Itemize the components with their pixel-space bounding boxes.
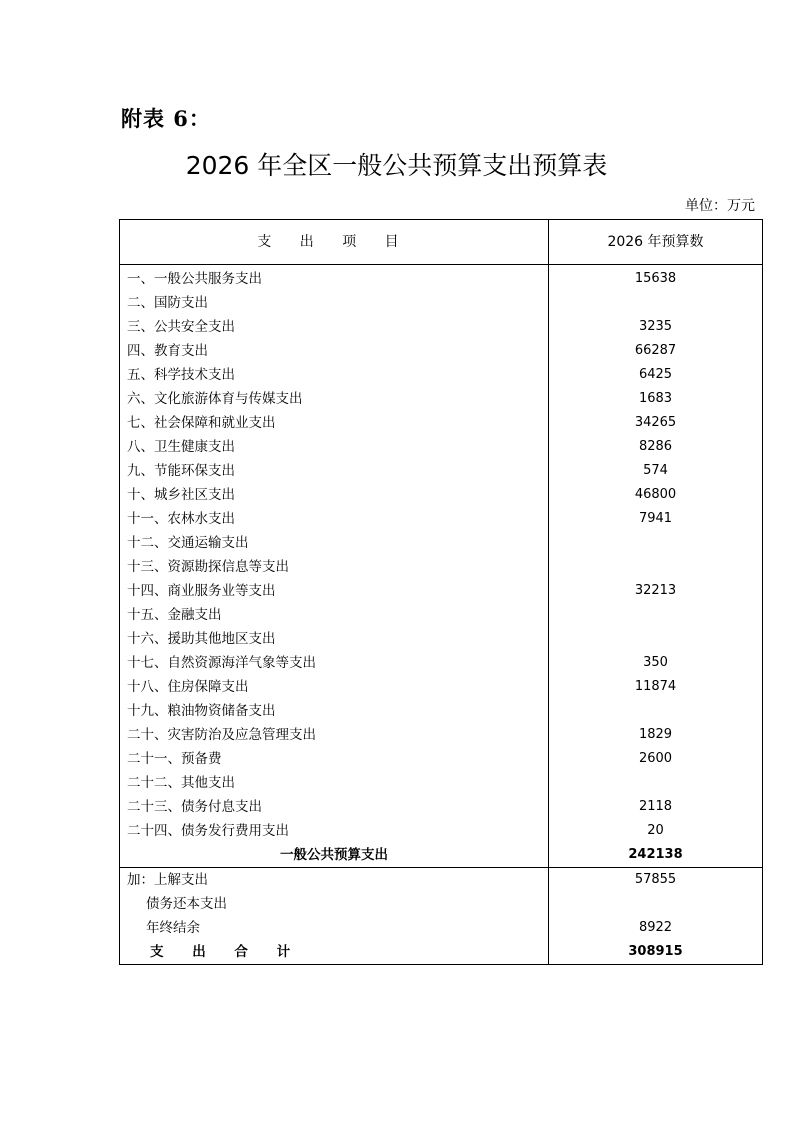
row-item: 十、城乡社区支出	[120, 483, 549, 507]
row-item: 五、科学技术支出	[120, 363, 549, 387]
row-item: 一、一般公共服务支出	[120, 265, 549, 292]
header-item: 支 出 项 目	[120, 220, 549, 265]
row-item: 二十一、预备费	[120, 747, 549, 771]
table-row	[120, 315, 763, 339]
row-amount: 66287	[549, 339, 763, 363]
row-amount: 20	[549, 819, 763, 843]
table-row	[120, 747, 763, 771]
table-row	[120, 819, 763, 843]
row-amount: 1683	[549, 387, 763, 411]
row-amount: 11874	[549, 675, 763, 699]
unit-label: 单位：万元	[685, 198, 755, 214]
row-amount: 1829	[549, 723, 763, 747]
row-amount: 2118	[549, 795, 763, 819]
subtotal-amount: 242138	[549, 843, 763, 868]
table-row	[120, 651, 763, 675]
table-row	[120, 603, 763, 627]
row-amount	[549, 531, 763, 555]
table-row	[120, 411, 763, 435]
row-amount: 8922	[549, 916, 763, 940]
row-item: 六、文化旅游体育与传媒支出	[120, 387, 549, 411]
table-row	[120, 435, 763, 459]
table-row	[120, 555, 763, 579]
grand-total-amount: 308915	[549, 940, 763, 965]
budget-table	[119, 219, 763, 965]
grand-total-item: 支 出 合 计	[120, 940, 549, 965]
table-row	[120, 675, 763, 699]
row-item: 十八、住房保障支出	[120, 675, 549, 699]
table-row	[120, 579, 763, 603]
row-amount	[549, 771, 763, 795]
row-item: 七、社会保障和就业支出	[120, 411, 549, 435]
row-item: 十四、商业服务业等支出	[120, 579, 549, 603]
row-amount: 6425	[549, 363, 763, 387]
table-row	[120, 892, 763, 916]
table-row	[120, 387, 763, 411]
row-item: 十七、自然资源海洋气象等支出	[120, 651, 549, 675]
table-row	[120, 507, 763, 531]
table-row	[120, 291, 763, 315]
row-item: 四、教育支出	[120, 339, 549, 363]
row-amount: 7941	[549, 507, 763, 531]
row-item: 二十、灾害防治及应急管理支出	[120, 723, 549, 747]
row-item: 八、卫生健康支出	[120, 435, 549, 459]
row-amount: 32213	[549, 579, 763, 603]
row-amount: 350	[549, 651, 763, 675]
row-amount	[549, 699, 763, 723]
row-item: 十二、交通运输支出	[120, 531, 549, 555]
row-item: 加：上解支出	[120, 868, 549, 893]
table-row	[120, 531, 763, 555]
header-amount: 2026 年预算数	[549, 220, 763, 265]
row-amount: 574	[549, 459, 763, 483]
row-amount	[549, 291, 763, 315]
table-row	[120, 795, 763, 819]
table-row	[120, 339, 763, 363]
row-amount: 2600	[549, 747, 763, 771]
row-amount: 34265	[549, 411, 763, 435]
table-row	[120, 265, 763, 292]
table-row	[120, 771, 763, 795]
row-item: 九、节能环保支出	[120, 459, 549, 483]
row-amount: 57855	[549, 868, 763, 893]
row-item: 债务还本支出	[120, 892, 549, 916]
row-item: 二、国防支出	[120, 291, 549, 315]
table-row	[120, 868, 763, 893]
row-amount: 46800	[549, 483, 763, 507]
table-row	[120, 627, 763, 651]
row-item: 二十二、其他支出	[120, 771, 549, 795]
table-row	[120, 459, 763, 483]
grand-total-row	[120, 940, 763, 965]
table-row	[120, 916, 763, 940]
row-item: 十六、援助其他地区支出	[120, 627, 549, 651]
subtotal-row	[120, 843, 763, 868]
row-item: 十三、资源勘探信息等支出	[120, 555, 549, 579]
header-row	[120, 220, 763, 265]
row-amount	[549, 603, 763, 627]
row-amount	[549, 892, 763, 916]
row-amount: 15638	[549, 265, 763, 292]
row-amount	[549, 555, 763, 579]
row-item: 十五、金融支出	[120, 603, 549, 627]
row-item: 二十四、债务发行费用支出	[120, 819, 549, 843]
row-amount: 8286	[549, 435, 763, 459]
annex-label: 附表 6：	[121, 106, 211, 131]
table-row	[120, 363, 763, 387]
row-item: 十一、农林水支出	[120, 507, 549, 531]
row-amount: 3235	[549, 315, 763, 339]
subtotal-item: 一般公共预算支出	[120, 843, 549, 868]
table-row	[120, 699, 763, 723]
table-row	[120, 723, 763, 747]
row-amount	[549, 627, 763, 651]
row-item: 年终结余	[120, 916, 549, 940]
page-title: 2026 年全区一般公共预算支出预算表	[185, 151, 608, 180]
table-row	[120, 483, 763, 507]
row-item: 二十三、债务付息支出	[120, 795, 549, 819]
row-item: 十九、粮油物资储备支出	[120, 699, 549, 723]
row-item: 三、公共安全支出	[120, 315, 549, 339]
